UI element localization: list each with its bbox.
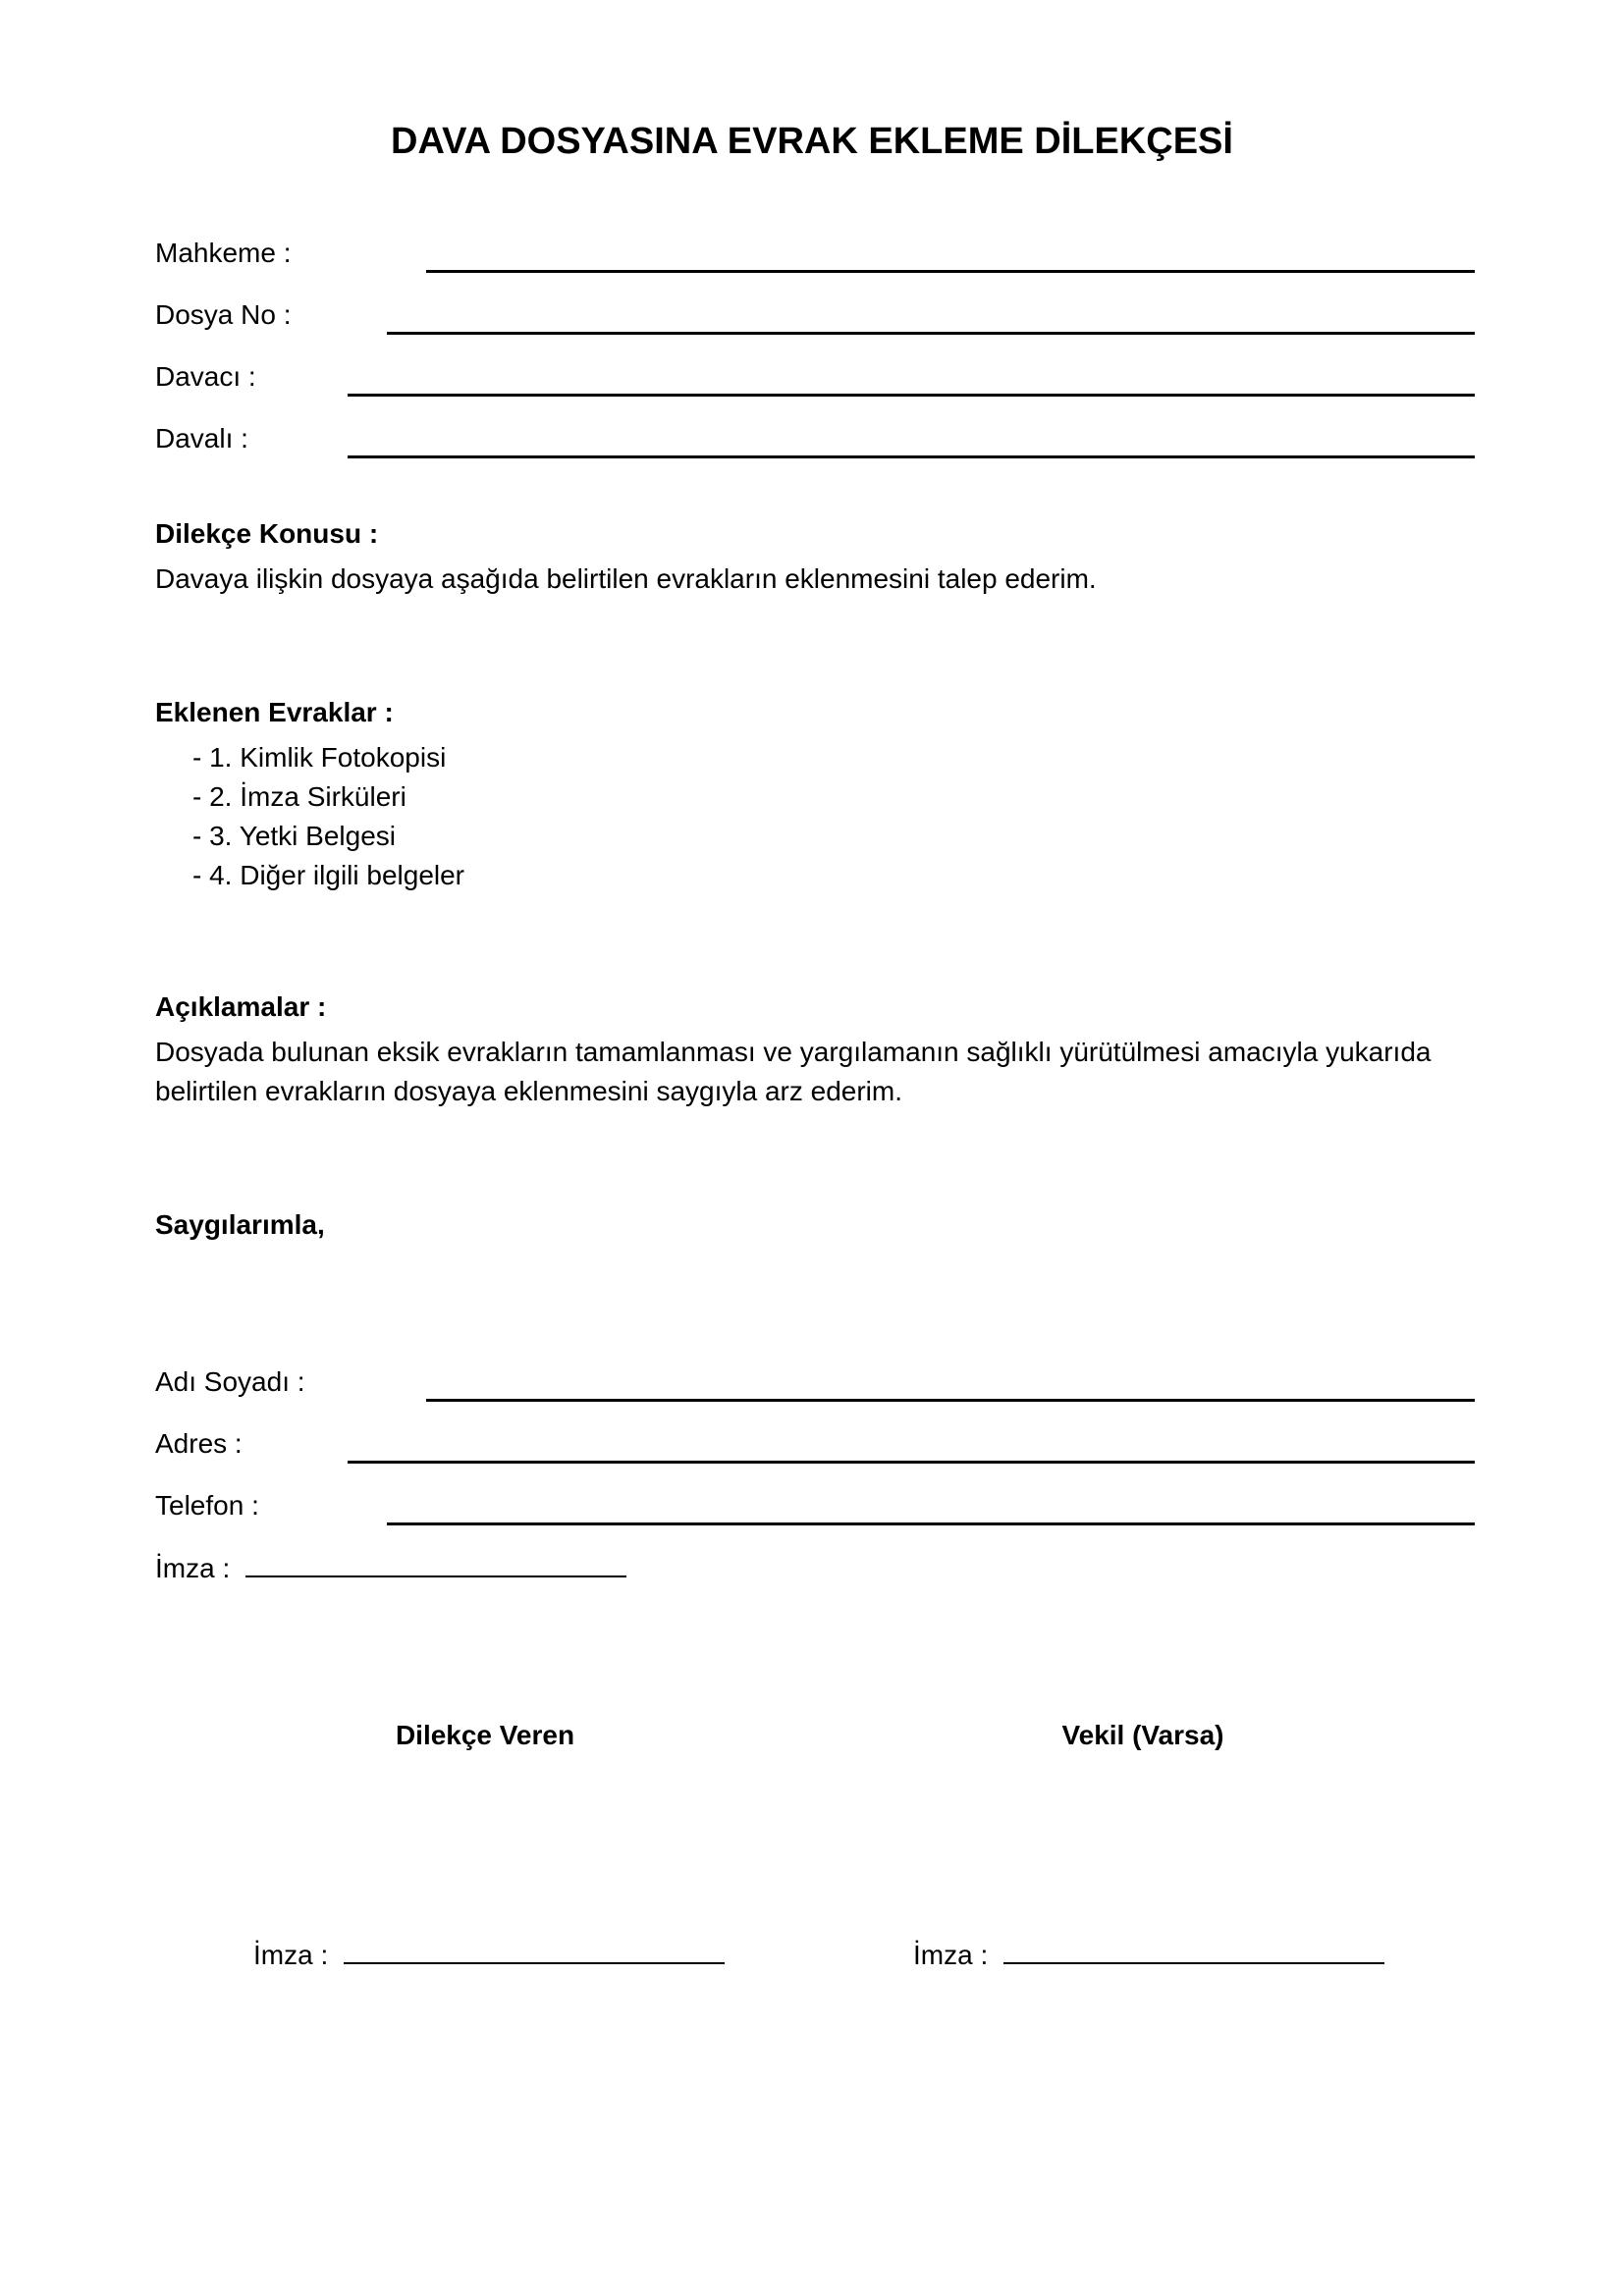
plaintiff-field-line[interactable] — [348, 394, 1475, 397]
signature-line[interactable] — [245, 1575, 626, 1577]
attorney-signature-row — [913, 1938, 1384, 1973]
phone-label: Telefon : — [155, 1490, 259, 1521]
court-field-line[interactable] — [426, 270, 1475, 273]
attachments-heading: Eklenen Evraklar : — [155, 697, 394, 727]
attachments-list — [192, 738, 464, 895]
petitioner-title: Dilekçe Veren — [395, 1720, 575, 1750]
explanations-text: Dosyada bulunan eksik evrakların tamamlanması ve yargılamanın sağlıklı yürütülmesi amacıyla yukarıda belirtilen evrakların dosyaya eklenmesini saygıyla arz ederim. — [155, 1037, 1432, 1106]
file-number-field-line[interactable] — [387, 332, 1475, 335]
address-label: Adres : — [155, 1428, 243, 1459]
file-number-label: Dosya No : — [155, 299, 292, 330]
petitioner-signature-line[interactable] — [344, 1962, 725, 1964]
subject-heading: Dilekçe Konusu : — [155, 518, 379, 549]
petitioner-signature-row — [253, 1938, 725, 1973]
attorney-signature-label: İmza : — [913, 1940, 989, 1970]
phone-field-line[interactable] — [387, 1522, 1475, 1525]
document-title: DAVA DOSYASINA EVRAK EKLEME DİLEKÇESİ — [391, 121, 1233, 162]
list-item: - 1. Kimlik Fotokopisi — [192, 742, 447, 773]
defendant-field-line[interactable] — [348, 455, 1475, 458]
list-item: - 2. İmza Sirküleri — [192, 781, 406, 812]
list-item: - 4. Diğer ilgili belgeler — [192, 860, 465, 890]
list-item: - 3. Yetki Belgesi — [192, 821, 397, 851]
attorney-signature-line[interactable] — [1003, 1962, 1384, 1964]
full-name-label: Adı Soyadı : — [155, 1366, 305, 1397]
court-label: Mahkeme : — [155, 238, 292, 268]
signature-row — [155, 1551, 626, 1586]
attorney-title: Vekil (Varsa) — [1061, 1720, 1224, 1750]
explanations-heading: Açıklamalar : — [155, 991, 327, 1022]
petitioner-signature-label: İmza : — [253, 1940, 329, 1970]
address-field-line[interactable] — [348, 1461, 1475, 1464]
full-name-field-line[interactable] — [426, 1399, 1475, 1402]
defendant-label: Davalı : — [155, 423, 248, 454]
plaintiff-label: Davacı : — [155, 361, 256, 392]
closing-text: Saygılarımla, — [155, 1209, 325, 1240]
signature-label: İmza : — [155, 1553, 231, 1583]
subject-text: Davaya ilişkin dosyaya aşağıda belirtilen evrakların eklenmesini talep ederim. — [155, 563, 1097, 594]
